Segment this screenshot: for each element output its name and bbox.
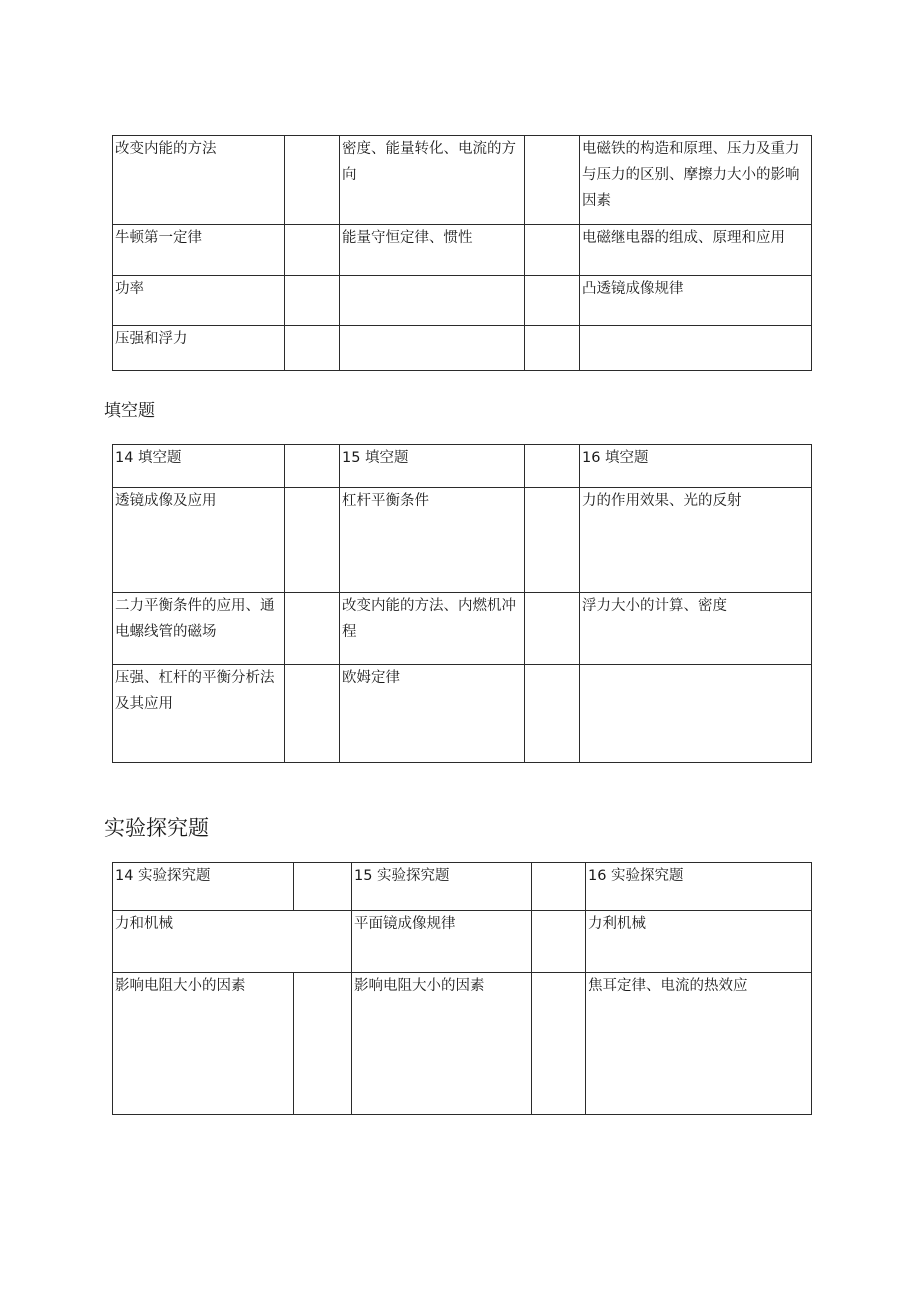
table-cell: 影响电阻大小的因素 bbox=[113, 973, 294, 1115]
table-header-row bbox=[113, 445, 812, 488]
table-cell bbox=[532, 973, 586, 1115]
table-cell: 压强、杠杆的平衡分析法及其应用 bbox=[113, 665, 285, 763]
header-cell: 15 填空题 bbox=[340, 445, 525, 488]
table-row bbox=[113, 665, 812, 763]
header-cell bbox=[294, 863, 352, 911]
table-cell bbox=[294, 973, 352, 1115]
header-cell: 16 填空题 bbox=[580, 445, 812, 488]
table-cell bbox=[532, 911, 586, 973]
table-cell: 压强和浮力 bbox=[113, 326, 285, 371]
table-cell bbox=[580, 326, 812, 371]
table-cell: 力和机械 bbox=[113, 911, 352, 973]
table-cell bbox=[285, 665, 340, 763]
table-cell: 凸透镜成像规律 bbox=[580, 276, 812, 326]
table-cell: 二力平衡条件的应用、通电螺线管的磁场 bbox=[113, 593, 285, 665]
table-cell bbox=[525, 326, 580, 371]
topics-table-fill-blank bbox=[112, 444, 812, 763]
table-row bbox=[113, 225, 812, 276]
table-row bbox=[113, 973, 812, 1115]
table-row bbox=[113, 276, 812, 326]
topics-table-experiment bbox=[112, 862, 812, 1115]
table-row bbox=[113, 136, 812, 225]
table-cell bbox=[525, 276, 580, 326]
section-heading-experiment: 实验探究题 bbox=[104, 816, 209, 840]
header-cell bbox=[532, 863, 586, 911]
table-cell: 欧姆定律 bbox=[340, 665, 525, 763]
table-row bbox=[113, 326, 812, 371]
table-cell bbox=[525, 488, 580, 593]
table-cell bbox=[285, 488, 340, 593]
table-cell: 电磁铁的构造和原理、压力及重力与压力的区别、摩擦力大小的影响因素 bbox=[580, 136, 812, 225]
table-cell: 改变内能的方法 bbox=[113, 136, 285, 225]
table-cell bbox=[525, 593, 580, 665]
table-header-row bbox=[113, 863, 812, 911]
table-cell: 电磁继电器的组成、原理和应用 bbox=[580, 225, 812, 276]
header-cell bbox=[525, 445, 580, 488]
table-cell bbox=[580, 665, 812, 763]
header-cell: 14 填空题 bbox=[113, 445, 285, 488]
table-cell bbox=[285, 136, 340, 225]
table-cell: 浮力大小的计算、密度 bbox=[580, 593, 812, 665]
table-row bbox=[113, 911, 812, 973]
table-cell: 改变内能的方法、内燃机冲程 bbox=[340, 593, 525, 665]
header-cell: 14 实验探究题 bbox=[113, 863, 294, 911]
table-cell bbox=[285, 326, 340, 371]
topics-table-1 bbox=[112, 135, 812, 371]
table-cell: 透镜成像及应用 bbox=[113, 488, 285, 593]
header-cell: 15 实验探究题 bbox=[352, 863, 532, 911]
table-cell: 功率 bbox=[113, 276, 285, 326]
table-cell bbox=[285, 276, 340, 326]
table-cell: 力利机械 bbox=[586, 911, 812, 973]
table-cell: 杠杆平衡条件 bbox=[340, 488, 525, 593]
section-heading-fill-blank: 填空题 bbox=[104, 401, 155, 421]
header-cell: 16 实验探究题 bbox=[586, 863, 812, 911]
table-cell bbox=[525, 225, 580, 276]
table-cell bbox=[285, 225, 340, 276]
table-cell: 力的作用效果、光的反射 bbox=[580, 488, 812, 593]
table-cell bbox=[285, 593, 340, 665]
table-cell: 牛顿第一定律 bbox=[113, 225, 285, 276]
table-cell: 密度、能量转化、电流的方向 bbox=[340, 136, 525, 225]
table-cell: 平面镜成像规律 bbox=[352, 911, 532, 973]
table-cell: 影响电阻大小的因素 bbox=[352, 973, 532, 1115]
table-cell bbox=[525, 136, 580, 225]
table-cell bbox=[525, 665, 580, 763]
table-row bbox=[113, 593, 812, 665]
table-cell bbox=[340, 276, 525, 326]
header-cell bbox=[285, 445, 340, 488]
table-cell bbox=[340, 326, 525, 371]
table-cell: 焦耳定律、电流的热效应 bbox=[586, 973, 812, 1115]
table-cell: 能量守恒定律、惯性 bbox=[340, 225, 525, 276]
table-row bbox=[113, 488, 812, 593]
